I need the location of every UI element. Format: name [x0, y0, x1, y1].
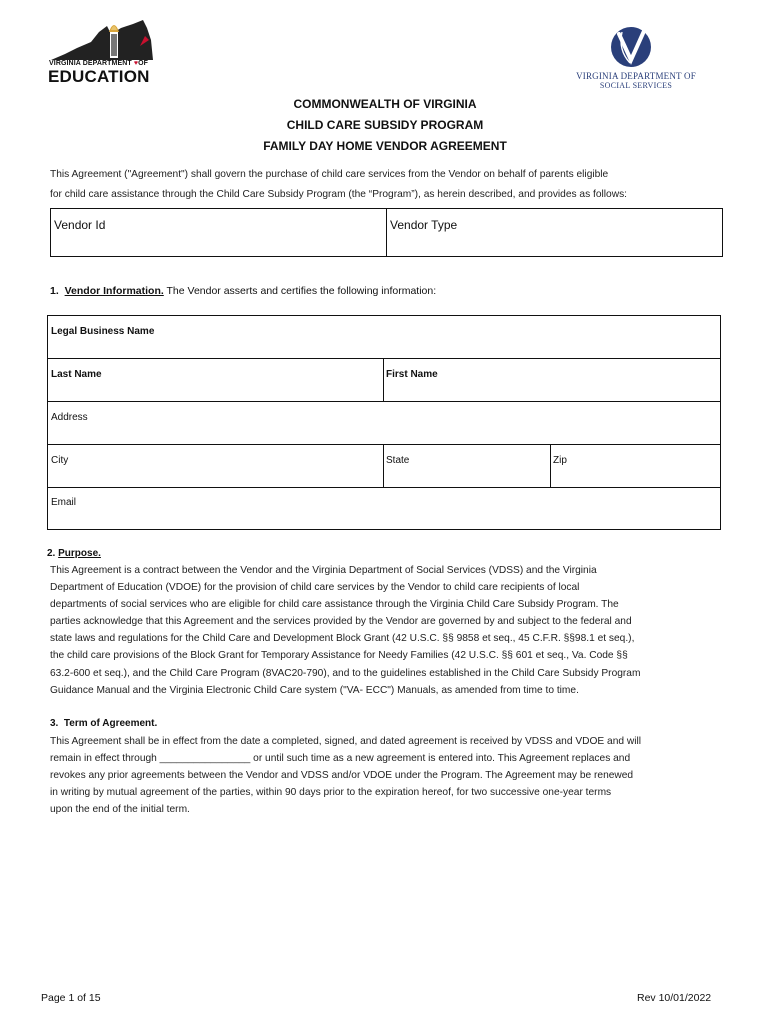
- section3-line: remain in effect through ________________ or until such time as a new agreement is entered into. This Agreement replaces and: [50, 753, 631, 765]
- section2-line: 63.2-600 et seq.), and the Child Care Program (8VAC20-790), and to the guidelines established in the Child Care Subsidy Program: [50, 667, 641, 679]
- section2-line: departments of social services who are eligible for child care assistance through the Virginia Child Care Subsidy Program. The: [50, 599, 619, 611]
- vdss-logo: [566, 26, 706, 92]
- section3-number: 3.: [50, 718, 59, 729]
- city-field[interactable]: City: [51, 455, 69, 466]
- vendor-info-table: [47, 315, 721, 530]
- section2-line: Department of Education (VDOE) for the provision of child care services by the Vendor to child care recipients of local: [50, 582, 580, 594]
- table-row-divider: [47, 358, 721, 359]
- section1-heading: [50, 285, 436, 297]
- section2-line: state laws and regulations for the Child Care and Development Block Grant (42 U.S.C. §§ 9858 et seq., 45 C.F.R. §§98.1 et seq.),: [50, 633, 635, 645]
- table-row-divider: [47, 487, 721, 488]
- vdss-v-emblem-icon: [610, 26, 652, 68]
- section1-title: Vendor Information.: [64, 285, 164, 297]
- state-field[interactable]: State: [386, 455, 410, 466]
- intro-line2: for child care assistance through the Child Care Subsidy Program (the “Program”), as herein described, and provides as follows:: [50, 188, 627, 200]
- vdss-logo-line1: VIRGINIA DEPARTMENT OF: [576, 71, 696, 81]
- zip-field[interactable]: Zip: [553, 455, 567, 466]
- vdoe-logo: [47, 18, 157, 88]
- vdoe-logo-education: EDUCATION: [48, 67, 150, 86]
- last-name-field[interactable]: Last Name: [51, 369, 102, 380]
- virginia-map-torch-icon: [47, 18, 157, 62]
- section2-line: parties acknowledge that this Agreement and the services provided by the Vendor are governed by and subject to the federal and: [50, 616, 632, 628]
- revision-date: Rev 10/01/2022: [637, 992, 712, 1004]
- legal-business-name-field[interactable]: Legal Business Name: [51, 326, 155, 337]
- section2-line: This Agreement is a contract between the Vendor and the Virginia Department of Social Services (VDSS) and the Virginia: [50, 565, 597, 576]
- section3-line: This Agreement shall be in effect from the date a completed, signed, and dated agreement is received by VDSS and VDOE and will: [50, 736, 642, 747]
- table-col-divider: [383, 358, 384, 401]
- intro-line1: This Agreement ("Agreement") shall govern the purchase of child care services from the Vendor on behalf of parents eligible: [50, 169, 609, 180]
- vendor-type-field[interactable]: Vendor Type: [390, 218, 458, 232]
- section3-heading: [50, 718, 157, 729]
- header-line1: COMMONWEALTH OF VIRGINIA: [293, 97, 477, 111]
- section2-number: 2.: [47, 548, 56, 559]
- vdoe-logo-line1: VIRGINIA DEPARTMENT: [49, 60, 132, 67]
- section1-text: The Vendor asserts and certifies the following information:: [163, 285, 437, 297]
- table-row-divider: [47, 444, 721, 445]
- vendor-id-field[interactable]: Vendor Id: [54, 218, 106, 232]
- address-field[interactable]: Address: [51, 412, 88, 423]
- first-name-field[interactable]: First Name: [386, 369, 438, 380]
- section2-line: Guidance Manual and the Virginia Electronic Child Care system ("VA- ECC") Manuals, as amended from time to time.: [50, 684, 579, 696]
- section2-body: [50, 562, 730, 699]
- section3-line: upon the end of the initial term.: [50, 804, 190, 816]
- page-number: Page 1 of 15: [41, 992, 101, 1004]
- table-col-divider: [383, 444, 384, 487]
- intro-paragraph: [50, 166, 730, 203]
- vdss-logo-line2: SOCIAL SERVICES: [599, 81, 673, 90]
- section2-line: the child care provisions of the Block Grant for Temporary Assistance for Needy Families (42 U.S.C. §§ 601 et seq., Va. Code §§: [50, 650, 628, 662]
- email-field[interactable]: Email: [51, 497, 77, 508]
- heart-icon: ♥: [133, 60, 139, 67]
- section3-line: revokes any prior agreements between the Vendor and VDSS and/or VDOE under the Program. The Agreement may be renewed: [50, 770, 634, 782]
- vdoe-logo-of: OF: [138, 60, 149, 67]
- header-line3: FAMILY DAY HOME VENDOR AGREEMENT: [263, 139, 507, 153]
- vendor-box-divider: [386, 208, 387, 257]
- table-col-divider: [550, 444, 551, 487]
- section2-heading: [47, 548, 101, 559]
- section2-title: Purpose.: [58, 548, 101, 559]
- section3-title: Term of Agreement.: [63, 718, 158, 729]
- table-row-divider: [47, 401, 721, 402]
- section1-number: 1.: [50, 285, 59, 297]
- section3-body: [50, 733, 730, 818]
- section3-line: in writing by mutual agreement of the parties, within 90 days prior to the expiration hereof, for two successive one-year terms: [50, 787, 612, 799]
- header-line2: CHILD CARE SUBSIDY PROGRAM: [286, 118, 484, 132]
